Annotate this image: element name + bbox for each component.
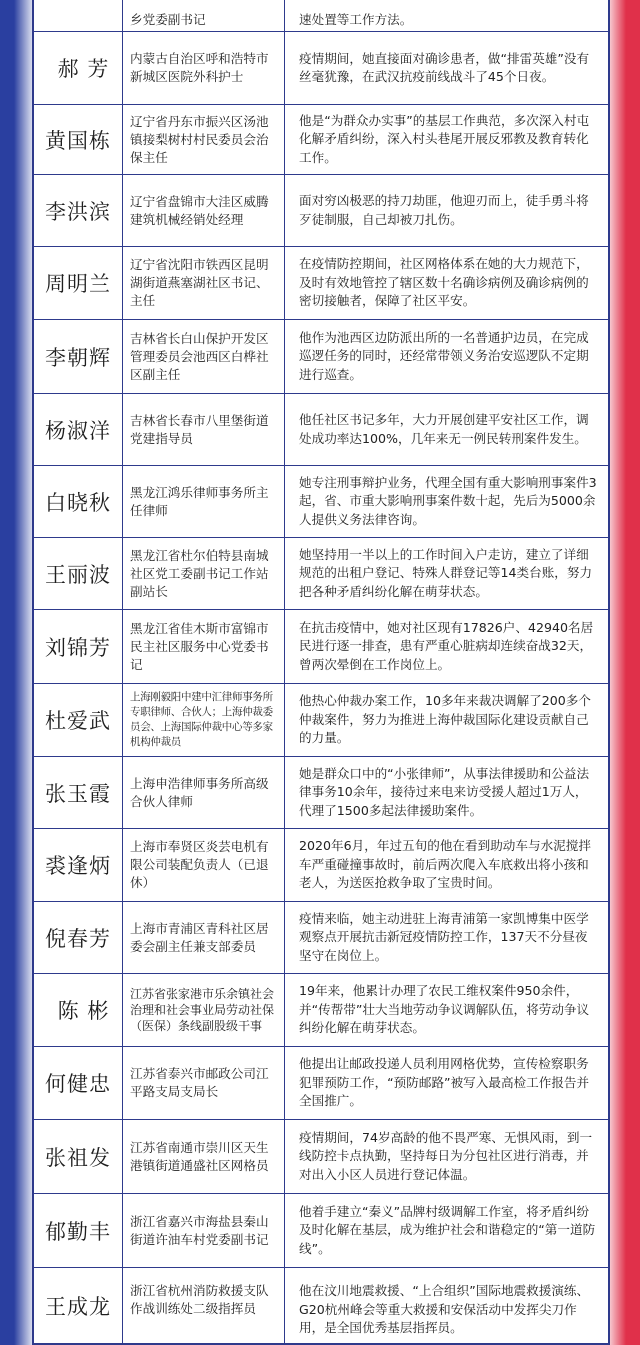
- name-cell: 何健忠: [34, 1047, 123, 1120]
- name-cell: 黄国栋: [34, 105, 123, 175]
- name-cell: 李洪滨: [34, 175, 123, 247]
- unit-cell: 江苏省张家港市乐余镇社会治理和社会事业局劳动社保（医保）条线副股级干事: [123, 974, 285, 1047]
- name-cell: 李朝辉: [34, 320, 123, 394]
- unit-cell: 辽宁省丹东市振兴区汤池镇接梨树村村民委员会治保主任: [123, 105, 285, 175]
- table-row: [34, 466, 609, 538]
- name-cell: 郝 芳: [34, 32, 123, 105]
- desc-cell: 在抗击疫情中，她对社区现有17826户、42940名居民进行逐一排查，患有严重心脏病却连续奋战32天，曾两次晕倒在工作岗位上。: [285, 610, 609, 684]
- desc-cell: 他是“为群众办实事”的基层工作典范，多次深入村屯化解矛盾纠纷，深入村头巷尾开展反邪教及教育转化工作。: [285, 105, 609, 175]
- desc-cell: 疫情期间，她直接面对确诊患者，做“排雷英雄”没有丝毫犹豫，在武汉抗疫前线战斗了45个日夜。: [285, 32, 609, 105]
- table-row: [34, 247, 609, 320]
- honoree-table: [32, 0, 610, 1345]
- name-cell: [34, 0, 123, 32]
- desc-cell: 她坚持用一半以上的工作时间入户走访，建立了详细规范的出租户登记、特殊人群登记等14类台账，努力把各种矛盾纠纷化解在萌芽状态。: [285, 538, 609, 610]
- name-cell: 裘逢炳: [34, 829, 123, 902]
- unit-cell: 浙江省杭州消防救援支队作战训练处二级指挥员: [123, 1268, 285, 1344]
- desc-cell: 速处置等工作方法。: [285, 0, 609, 32]
- desc-cell: 疫情期间，74岁高龄的他不畏严寒、无惧风雨，到一线防控卡点执勤，坚持每日为分包社区进行消毒，并对出入小区人员进行登记体温。: [285, 1120, 609, 1194]
- name-cell: 王成龙: [34, 1268, 123, 1344]
- desc-cell: 他任社区书记多年，大力开展创建平安社区工作，调处成功率达100%，几年来无一例民转刑案件发生。: [285, 394, 609, 466]
- name-cell: 张祖发: [34, 1120, 123, 1194]
- desc-cell: 在疫情防控期间，社区网格体系在她的大力规范下，及时有效地管控了辖区数十名确诊病例及确诊病例的密切接触者，保障了社区平安。: [285, 247, 609, 320]
- table-row: [34, 974, 609, 1047]
- table-row: [34, 1120, 609, 1194]
- table-row: [34, 610, 609, 684]
- table-row: [34, 1047, 609, 1120]
- unit-cell: 吉林省长白山保护开发区管理委员会池西区白桦社区副主任: [123, 320, 285, 394]
- unit-cell: 上海刚毅阳中建中汇律师事务所专职律师、合伙人；上海仲裁委员会、上海国际仲裁中心等多家机构仲裁员: [123, 684, 285, 757]
- desc-cell: 19年来，他累计办理了农民工维权案件950余件，并“传帮带”壮大当地劳动争议调解队伍，将劳动争议纠纷化解在萌芽状态。: [285, 974, 609, 1047]
- unit-cell: 黑龙江鸿乐律师事务所主任律师: [123, 466, 285, 538]
- name-cell: 郁勤丰: [34, 1194, 123, 1268]
- unit-cell: 辽宁省盘锦市大洼区威腾建筑机械经销处经理: [123, 175, 285, 247]
- desc-cell: 她专注刑事辩护业务，代理全国有重大影响刑事案件3起，省、市重大影响刑事案件数十起，先后为5000余人提供义务法律咨询。: [285, 466, 609, 538]
- desc-cell: 他热心仲裁办案工作，10多年来裁决调解了200多个仲裁案件，努力为推进上海仲裁国际化建设贡献自己的力量。: [285, 684, 609, 757]
- name-cell: 张玉霞: [34, 757, 123, 829]
- table-row: [34, 757, 609, 829]
- unit-cell: 浙江省嘉兴市海盐县秦山街道许油车村党委副书记: [123, 1194, 285, 1268]
- name-cell: 白晓秋: [34, 466, 123, 538]
- table-row: [34, 320, 609, 394]
- unit-cell: 吉林省长春市八里堡街道党建指导员: [123, 394, 285, 466]
- table-row: [34, 684, 609, 757]
- unit-cell: 辽宁省沈阳市铁西区昆明湖街道燕塞湖社区书记、主任: [123, 247, 285, 320]
- desc-cell: 她是群众口中的“小张律师”，从事法律援助和公益法律事务10余年，接待过来电来访受援人超过1万人，代理了1500多起法律援助案件。: [285, 757, 609, 829]
- desc-cell: 面对穷凶极恶的持刀劫匪，他迎刃而上，徒手勇斗将歹徒制服，自己却被刀扎伤。: [285, 175, 609, 247]
- table-row: [34, 1268, 609, 1344]
- desc-cell: 他在汶川地震救援、“上合组织”国际地震救援演练、G20杭州峰会等重大救援和安保活动中发挥尖刀作用，是全国优秀基层指挥员。: [285, 1268, 609, 1344]
- desc-cell: 他提出让邮政投递人员利用网格优势，宣传检察职务犯罪预防工作，“预防邮路”被写入最高检工作报告并全国推广。: [285, 1047, 609, 1120]
- table-row: [34, 902, 609, 974]
- name-cell: 王丽波: [34, 538, 123, 610]
- table-row: [34, 175, 609, 247]
- desc-cell: 他着手建立“秦义”品牌村级调解工作室，将矛盾纠纷及时化解在基层，成为维护社会和谐稳定的“第一道防线”。: [285, 1194, 609, 1268]
- table-row: [34, 0, 609, 32]
- table-row: [34, 394, 609, 466]
- unit-cell: 黑龙江省佳木斯市富锦市民主社区服务中心党委书记: [123, 610, 285, 684]
- name-cell: 杜爱武: [34, 684, 123, 757]
- name-cell: 陈 彬: [34, 974, 123, 1047]
- unit-cell: 上海市奉贤区炎芸电机有限公司装配负责人（已退休）: [123, 829, 285, 902]
- unit-cell: 内蒙古自治区呼和浩特市新城区医院外科护士: [123, 32, 285, 105]
- unit-cell: 乡党委副书记: [123, 0, 285, 32]
- unit-cell: 江苏省南通市崇川区天生港镇街道通盛社区网格员: [123, 1120, 285, 1194]
- name-cell: 周明兰: [34, 247, 123, 320]
- table-row: [34, 829, 609, 902]
- desc-cell: 他作为池西区边防派出所的一名普通护边员，在完成巡逻任务的同时，还经常带领义务治安巡逻队不定期进行巡查。: [285, 320, 609, 394]
- unit-cell: 上海市青浦区青科社区居委会副主任兼支部委员: [123, 902, 285, 974]
- name-cell: 倪春芳: [34, 902, 123, 974]
- unit-cell: 黑龙江省杜尔伯特县南城社区党工委副书记工作站副站长: [123, 538, 285, 610]
- table-row: [34, 32, 609, 105]
- name-cell: 刘锦芳: [34, 610, 123, 684]
- desc-cell: 2020年6月，年过五旬的他在看到助动车与水泥搅拌车严重碰撞事故时，前后两次爬入车底救出将小孩和老人，为送医抢救争取了宝贵时间。: [285, 829, 609, 902]
- name-cell: 杨淑洋: [34, 394, 123, 466]
- table-row: [34, 1194, 609, 1268]
- honoree-table-grid: [33, 0, 609, 1344]
- table-row: [34, 538, 609, 610]
- unit-cell: 上海申浩律师事务所高级合伙人律师: [123, 757, 285, 829]
- table-row: [34, 105, 609, 175]
- unit-cell: 江苏省泰兴市邮政公司江平路支局支局长: [123, 1047, 285, 1120]
- desc-cell: 疫情来临，她主动进驻上海青浦第一家凯博集中医学观察点开展抗击新冠疫情防控工作，137天不分昼夜坚守在岗位上。: [285, 902, 609, 974]
